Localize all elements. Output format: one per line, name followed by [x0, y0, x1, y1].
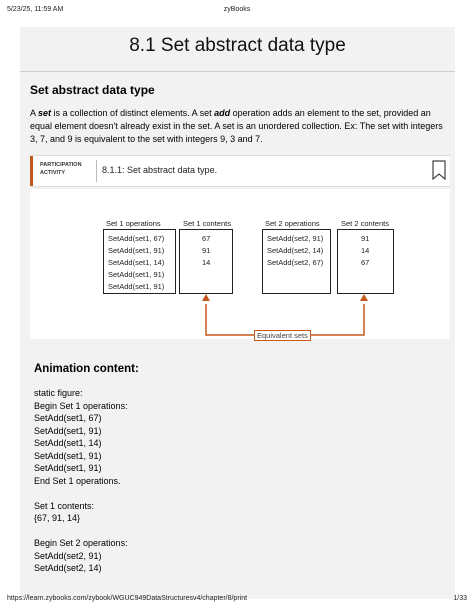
intro-text-2: is a collection of distinct elements. A set	[51, 108, 215, 118]
set1-operations-label: Set 1 operations	[106, 219, 161, 228]
animation-content-line	[34, 525, 128, 538]
activity-accent-bar	[30, 156, 33, 186]
animation-content-line: SetAdd(set1, 91)	[34, 425, 102, 436]
animation-content-line: {67, 91, 14}	[34, 513, 81, 523]
set2-element: 67	[361, 258, 370, 267]
animation-content-heading: Animation content:	[34, 363, 139, 375]
animation-content-line: SetAdd(set2, 91)	[34, 550, 102, 561]
print-url: https://learn.zybooks.com/zybook/WGUC949DataStructuresv4/chapter/8/print	[7, 595, 248, 602]
equivalent-sets-label: Equivalent sets	[254, 330, 311, 341]
animation-content-line	[34, 487, 128, 500]
set2-op: SetAdd(set2, 91)	[267, 234, 324, 243]
equivalence-connector	[30, 189, 450, 339]
activity-divider	[96, 160, 97, 182]
animation-content-line: End Set 1 operations.	[34, 475, 121, 486]
set2-op: SetAdd(set2, 14)	[267, 246, 324, 255]
set1-op: SetAdd(set1, 91)	[108, 246, 165, 255]
title-divider	[20, 71, 455, 72]
animation-content-text	[34, 387, 128, 575]
animation-content-line: Begin Set 2 operations:	[34, 538, 128, 548]
print-site-name: zyBooks	[223, 6, 251, 13]
set1-element: 67	[202, 234, 211, 243]
animation-content-line: Begin Set 1 operations:	[34, 400, 128, 411]
animation-content-line: SetAdd(set1, 14)	[34, 438, 102, 448]
set2-element: 14	[361, 246, 370, 255]
set1-op: SetAdd(set1, 67)	[108, 234, 165, 243]
bookmark-icon[interactable]	[432, 160, 446, 180]
page-title: 8.1 Set abstract data type	[129, 35, 346, 56]
print-footer	[7, 595, 467, 607]
animation-content-line: Set 1 contents:	[34, 500, 95, 511]
print-page-number: 1/33	[453, 595, 467, 602]
set1-op: SetAdd(set1, 91)	[108, 282, 165, 291]
set1-op: SetAdd(set1, 91)	[108, 270, 165, 279]
set2-contents-label: Set 2 contents	[341, 219, 389, 228]
participation-label-line1: PARTICIPATION	[40, 162, 82, 168]
participation-activity-label	[40, 161, 102, 177]
activity-title: 8.1.1: Set abstract data type.	[102, 165, 218, 175]
intro-paragraph	[30, 107, 450, 146]
set1-op: SetAdd(set1, 14)	[108, 258, 165, 267]
set1-element: 14	[202, 258, 211, 267]
term-add: add	[214, 108, 231, 118]
animation-content-line: SetAdd(set1, 67)	[34, 413, 102, 423]
animation-content-line: SetAdd(set2, 14)	[34, 563, 102, 573]
set2-op: SetAdd(set2, 67)	[267, 258, 324, 267]
section-heading: Set abstract data type	[30, 83, 155, 97]
participation-activity-header	[30, 155, 450, 187]
animation-content-line: static figure:	[34, 388, 83, 398]
set2-element: 91	[361, 234, 370, 243]
animation-content-line: SetAdd(set1, 91)	[34, 463, 102, 473]
print-header	[7, 6, 467, 18]
set1-contents-label: Set 1 contents	[183, 219, 231, 228]
set2-operations-label: Set 2 operations	[265, 219, 320, 228]
section-card	[20, 27, 455, 599]
participation-label-line2: ACTIVITY	[40, 170, 66, 176]
intro-text-1: A	[30, 108, 39, 118]
intro-text-3: operation adds an element to the set, provided an equal element doesn't already exist in the set. A set is an unordered collection. Ex: The set with integers 3, 7, and 9 is equivalent to the set with integers 9, 3 and 7.	[30, 108, 443, 144]
animation-figure	[30, 189, 450, 339]
term-set: set	[38, 108, 52, 118]
print-datetime: 5/23/25, 11:59 AM	[7, 6, 64, 13]
set1-element: 91	[202, 246, 211, 255]
animation-content-line: SetAdd(set1, 91)	[34, 450, 102, 461]
